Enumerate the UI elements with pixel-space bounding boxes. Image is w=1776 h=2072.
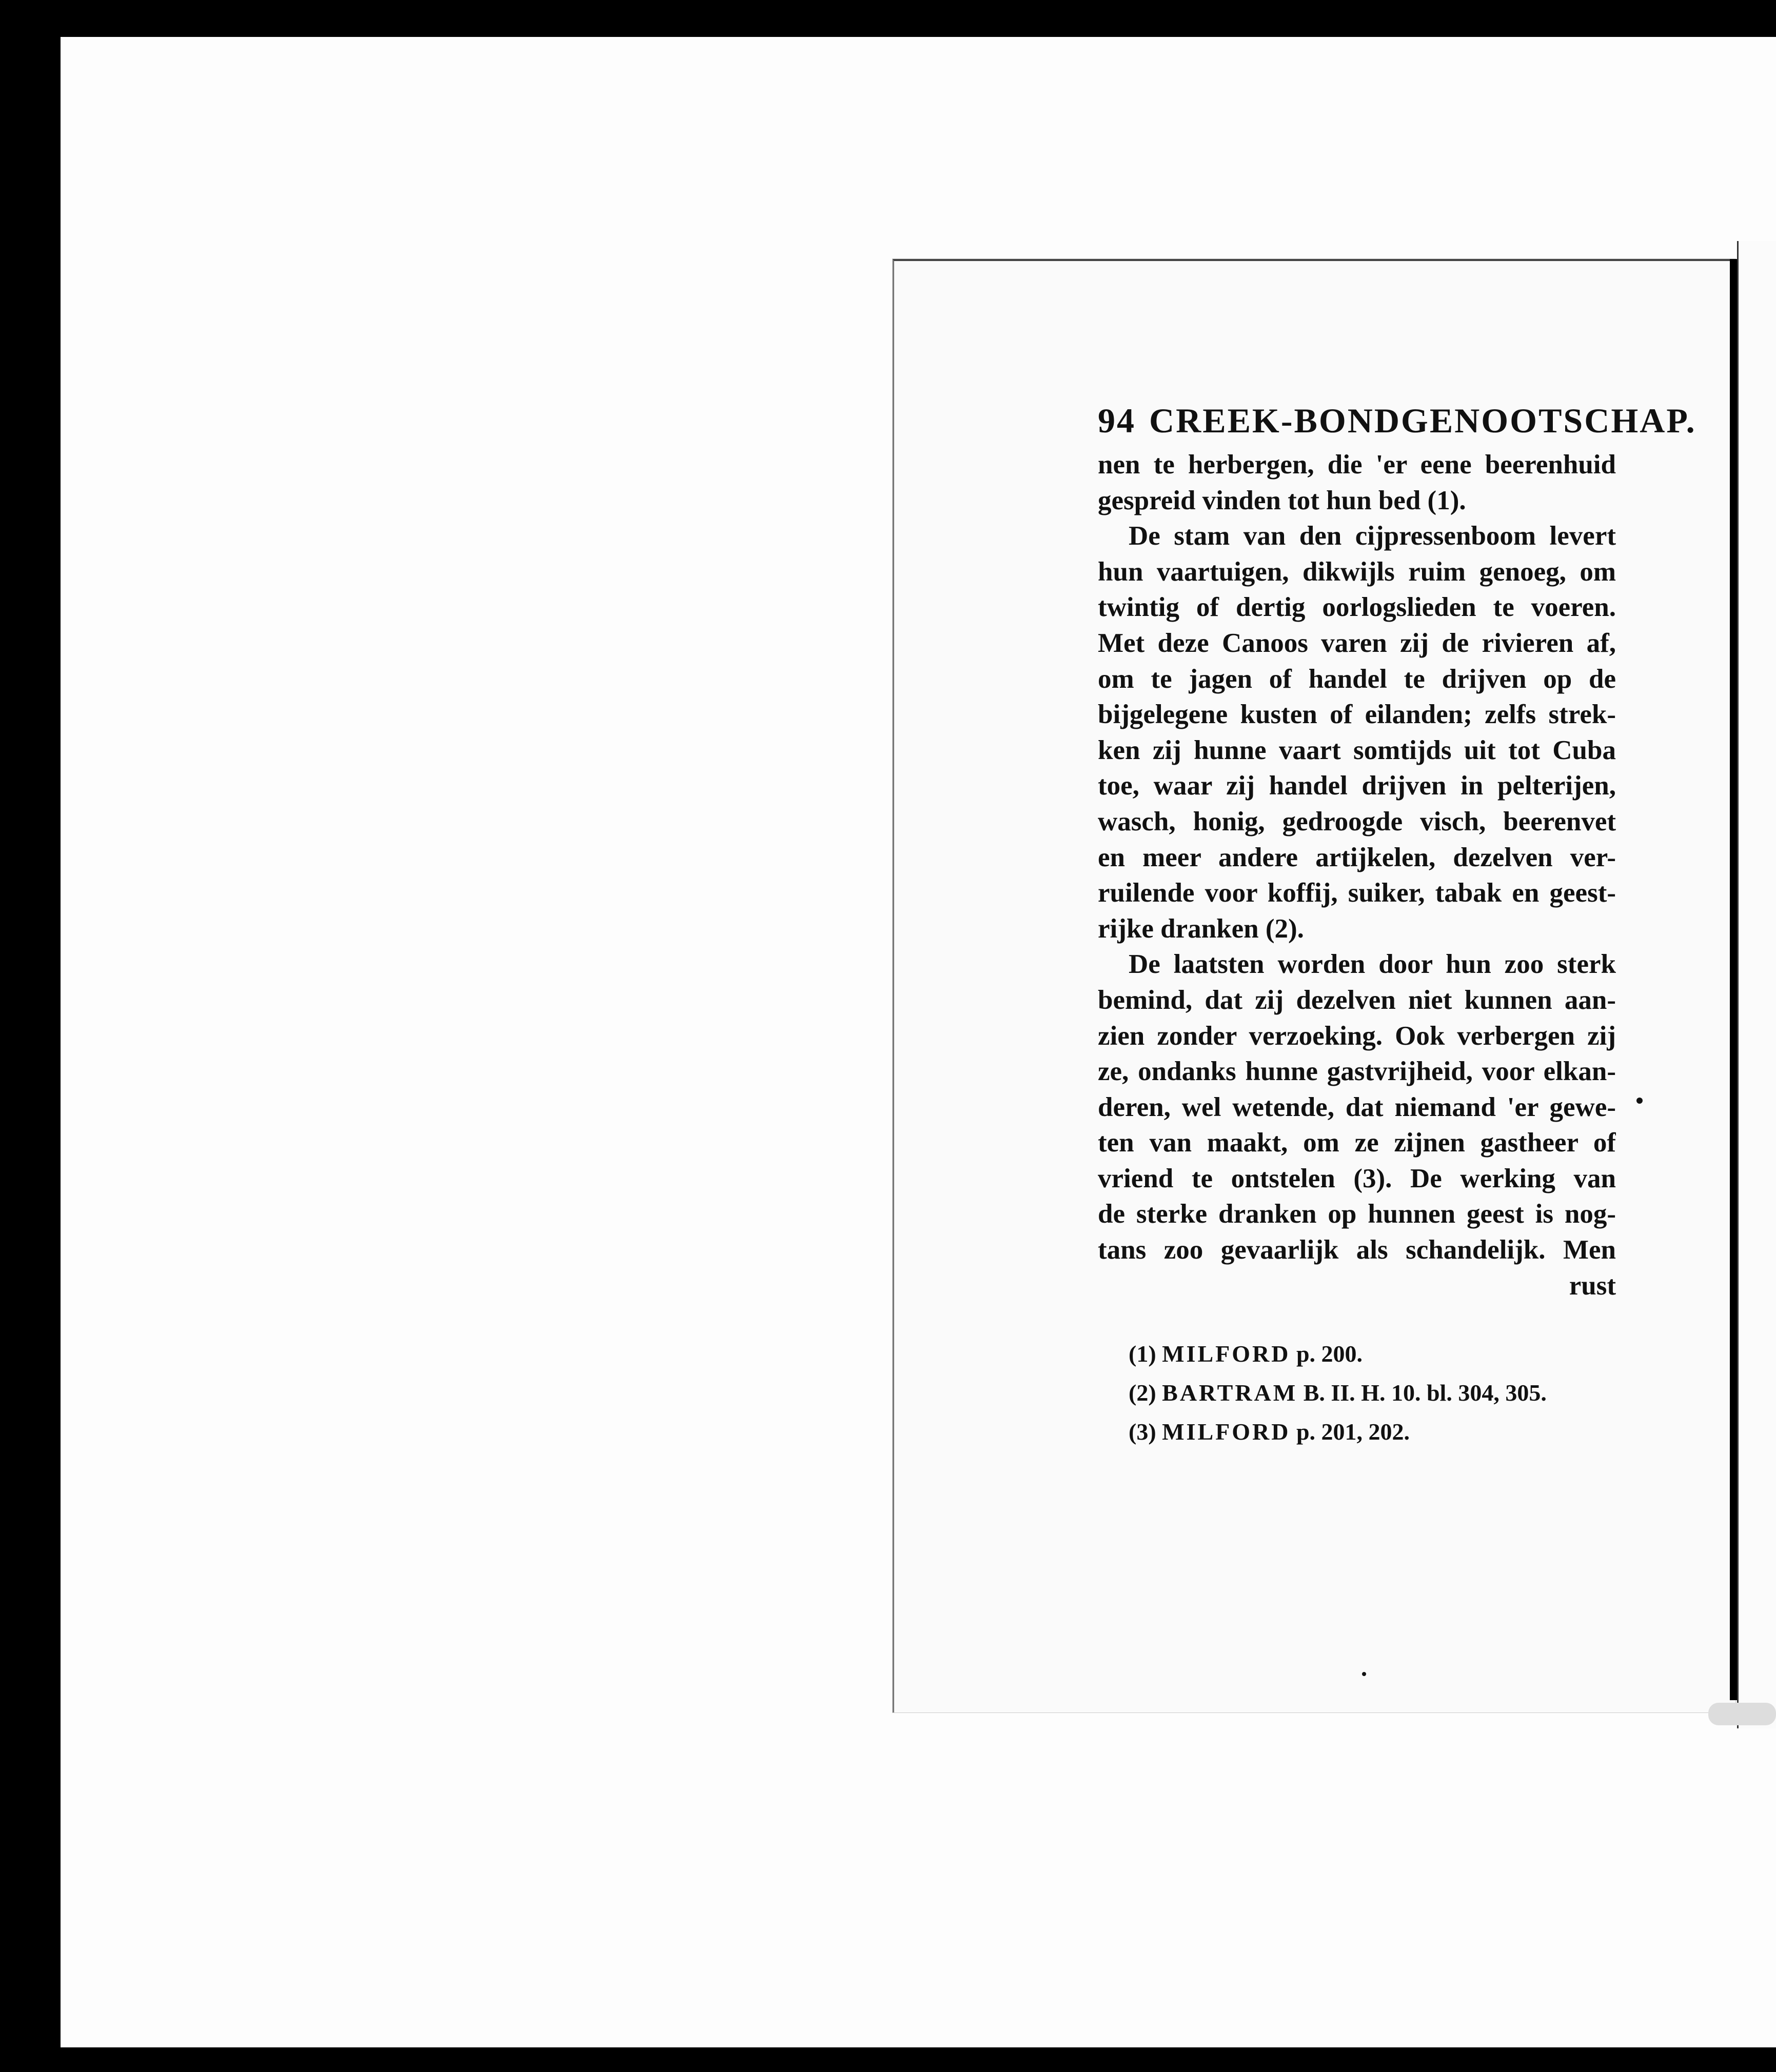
binding-edge [0, 0, 11, 2072]
text-line: toe, waar zij handel drijven in pelterijen, [1098, 771, 1616, 801]
footnote-author: MILFORD [1162, 1419, 1291, 1445]
footnote-reference: p. 201, 202. [1296, 1419, 1410, 1445]
text-line: De laatsten worden door hun zoo sterk [1129, 949, 1616, 980]
text-line: wasch, honig, gedroogde visch, beerenvet [1098, 806, 1616, 836]
text-line: ken zij hunne vaart somtijds uit tot Cuba [1098, 735, 1616, 765]
ink-speck [1636, 1098, 1643, 1104]
running-title: CREEK-BONDGENOOTSCHAP. [1149, 401, 1696, 440]
text-line: gespreid vinden tot hun bed (1). [1098, 485, 1466, 515]
text-line: ten van maakt, om ze zijnen gastheer of [1098, 1128, 1616, 1158]
footnote [1129, 1334, 1616, 1373]
text-line: hun vaartuigen, dikwijls ruim genoeg, om [1098, 556, 1616, 587]
text-line: deren, wel wetende, dat niemand 'er gewe- [1098, 1092, 1616, 1122]
text-line: bemind, dat zij dezelven niet kunnen aan- [1098, 985, 1616, 1015]
text-line: tans zoo gevaarlijk als schandelijk. Men [1098, 1235, 1616, 1265]
body-text [1098, 447, 1616, 1304]
text-line: Met deze Canoos varen zij de rivieren af, [1098, 628, 1616, 658]
text-line: De stam van den cijpressenboom levert [1129, 521, 1616, 551]
adjacent-page-edge [1737, 241, 1776, 1728]
running-head [1098, 400, 1696, 441]
footnote-reference: p. 200. [1296, 1341, 1363, 1367]
footnote-author: MILFORD [1162, 1341, 1291, 1367]
page-shadow [1708, 1703, 1776, 1725]
left-margin-marks [51, 308, 61, 1949]
footnote [1129, 1373, 1616, 1412]
text-line: ze, ondanks hunne gastvrijheid, voor elkan- [1098, 1057, 1616, 1087]
ink-speck [1362, 1672, 1366, 1676]
page-number: 94 [1098, 401, 1136, 440]
text-line: de sterke dranken op hunnen geest is nog- [1098, 1199, 1616, 1229]
text-line: rijke dranken (2). [1098, 913, 1304, 944]
footnote-author: BARTRAM [1162, 1380, 1298, 1406]
page-text [1098, 400, 1696, 1451]
footnote-mark: (1) [1129, 1341, 1156, 1367]
footnote-reference: B. II. H. 10. bl. 304, 305. [1303, 1380, 1547, 1406]
footnote-mark: (2) [1129, 1380, 1156, 1406]
footnotes [1098, 1334, 1616, 1451]
text-line: zien zonder verzoeking. Ook verbergen zij [1098, 1021, 1616, 1051]
text-line: twintig of dertig oorlogslieden te voeren. [1098, 592, 1616, 623]
footnote-mark: (3) [1129, 1419, 1156, 1445]
text-line: rust [1569, 1270, 1616, 1301]
text-line: vriend te ontstelen (3). De werking van [1098, 1163, 1616, 1193]
text-line: en meer andere artijkelen, dezelven ver- [1098, 842, 1616, 872]
text-line: om te jagen of handel te drijven op de [1098, 664, 1616, 694]
text-line: nen te herbergen, die 'er eene beerenhuid [1098, 450, 1616, 480]
text-line: bijgelegene kusten of eilanden; zelfs strek- [1098, 700, 1616, 730]
footnote [1129, 1412, 1616, 1451]
page-right-edge [1730, 259, 1737, 1700]
text-line: ruilende voor koffij, suiker, tabak en geest- [1098, 878, 1616, 908]
